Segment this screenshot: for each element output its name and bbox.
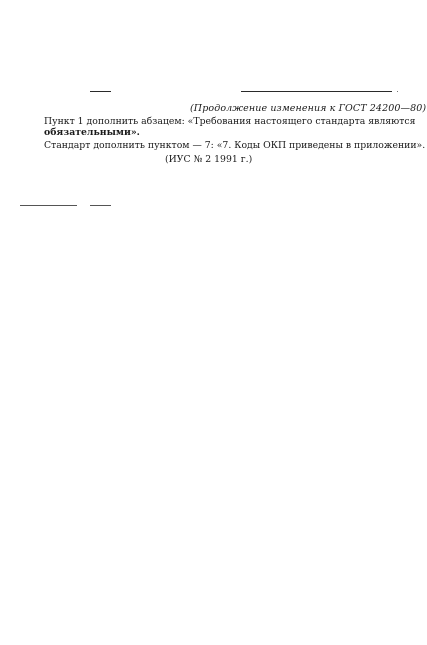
bottom-rule-right [90,205,111,206]
continuation-note: (Продолжение изменения к ГОСТ 24200—80) [190,103,427,114]
amendment-paragraph-1-line-1: Пункт 1 дополнить абзацем: «Требования настоящего стандарта являются [44,116,416,127]
amendment-paragraph-1-line-2: обязательными». [44,127,140,138]
page-speck [397,91,398,92]
bottom-rule-left [20,205,77,206]
top-rule-left [90,91,111,92]
ius-reference: (ИУС № 2 1991 г.) [165,154,253,165]
amendment-paragraph-2: Стандарт дополнить пунктом — 7: «7. Коды ОКП приведены в приложении». [44,140,426,151]
top-rule-right [241,91,392,92]
